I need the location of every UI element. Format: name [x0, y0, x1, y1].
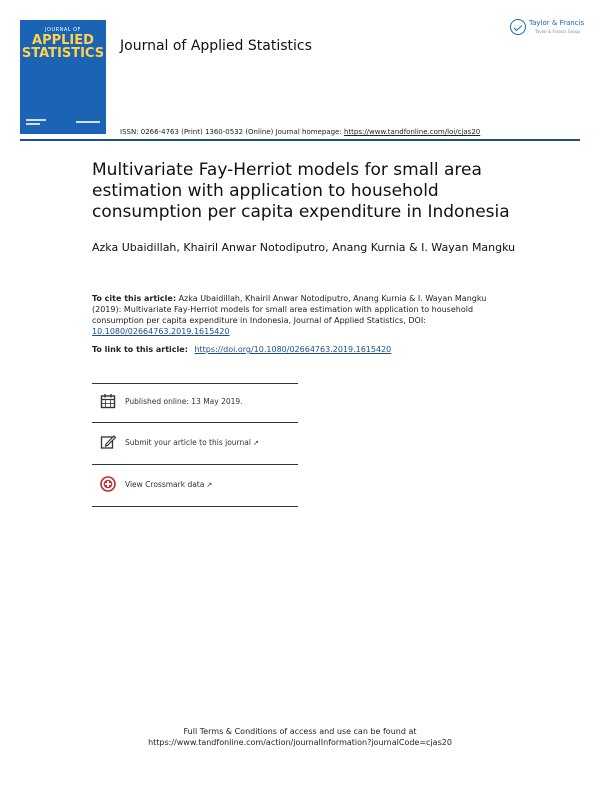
external-link-icon: ↗ [252, 439, 259, 447]
footer-terms-text: Full Terms & Conditions of access and use can be found at [183, 727, 417, 736]
issn-text: ISSN: 0266-4763 (Print) 1360-0532 (Online) Journal homepage: [120, 128, 342, 136]
journal-title: Journal of Applied Statistics [120, 38, 312, 54]
divider [92, 422, 298, 423]
divider [92, 506, 298, 507]
publisher-logo [510, 18, 584, 38]
citation-label: To cite this article: [92, 294, 177, 303]
article-link-line [92, 345, 391, 354]
divider [92, 383, 298, 384]
publisher-logo-group: Taylor & Francis Group [535, 29, 580, 34]
crossmark-link[interactable]: View Crossmark data [125, 480, 205, 489]
cover-title-line2: STATISTICS [21, 46, 105, 61]
calendar-icon [100, 393, 116, 409]
citation-text: Azka Ubaidillah, Khairil Anwar Notodiputro, Anang Kurnia & I. Wayan Mangku (2019): Multivariate Fay-Herriot models for small area estimation with application to household consumption per capita expenditure in Indonesia, Journal of Applied Statistics, DOI: [92, 294, 487, 325]
divider [92, 464, 298, 465]
external-link-icon: ↗ [206, 481, 213, 489]
article-doi-link[interactable]: https://doi.org/10.1080/02664763.2019.1615420 [194, 345, 392, 354]
crossmark-icon [100, 476, 116, 492]
header-divider [20, 139, 580, 141]
cover-top-text: JOURNAL OF [45, 27, 81, 33]
journal-homepage-link[interactable]: https://www.tandfonline.com/loi/cjas20 [343, 128, 481, 136]
article-link-label: To link to this article: [92, 345, 188, 354]
article-authors: Azka Ubaidillah, Khairil Anwar Notodiputro, Anang Kurnia & I. Wayan Mangku [92, 241, 516, 254]
citation-block [92, 293, 512, 337]
issn-line [120, 128, 480, 136]
article-title: Multivariate Fay-Herriot models for small area estimation with application to household consumption per capita expenditure in Indonesia [92, 160, 510, 222]
cover-title-line1: APPLIED [32, 33, 94, 48]
footer [0, 726, 600, 748]
submit-article-link[interactable]: Submit your article to this journal [125, 438, 251, 447]
publisher-logo-name: Taylor & Francis [529, 19, 585, 27]
cover-decoration [26, 119, 100, 129]
published-date: Published online: 13 May 2019. [125, 397, 243, 406]
footer-terms-link[interactable]: https://www.tandfonline.com/action/journalInformation?journalCode=cjas20 [148, 738, 452, 747]
edit-icon [100, 434, 116, 450]
publisher-logo-icon [510, 19, 526, 35]
journal-cover-image [20, 20, 106, 134]
citation-doi-link[interactable]: 10.1080/02664763.2019.1615420 [92, 327, 230, 336]
